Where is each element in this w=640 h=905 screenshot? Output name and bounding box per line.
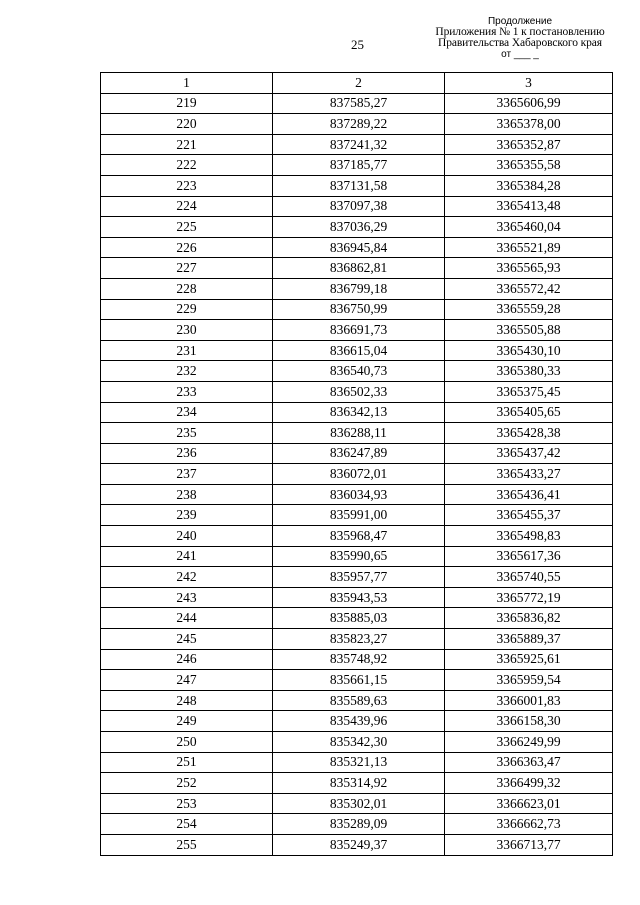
x-coordinate-cell: 836247,89: [273, 443, 445, 464]
point-number-cell: 253: [101, 793, 273, 814]
x-coordinate-cell: 836615,04: [273, 340, 445, 361]
table-row: [101, 443, 613, 464]
document-header: [420, 16, 620, 60]
y-coordinate-cell: 3365405,65: [445, 402, 613, 423]
y-coordinate-cell: 3365430,10: [445, 340, 613, 361]
y-coordinate-cell: 3366363,47: [445, 752, 613, 773]
y-coordinate-cell: 3366158,30: [445, 711, 613, 732]
x-coordinate-cell: 836862,81: [273, 258, 445, 279]
table-row: [101, 587, 613, 608]
x-coordinate-cell: 835302,01: [273, 793, 445, 814]
point-number-cell: 246: [101, 649, 273, 670]
point-number-cell: 222: [101, 155, 273, 176]
x-coordinate-cell: 836799,18: [273, 278, 445, 299]
table-row: [101, 217, 613, 238]
table-row: [101, 546, 613, 567]
point-number-cell: 238: [101, 484, 273, 505]
y-coordinate-cell: 3365437,42: [445, 443, 613, 464]
table-row: [101, 649, 613, 670]
point-number-cell: 250: [101, 732, 273, 753]
table-row: [101, 402, 613, 423]
x-coordinate-cell: 835589,63: [273, 690, 445, 711]
y-coordinate-cell: 3365836,82: [445, 608, 613, 629]
x-coordinate-cell: 837241,32: [273, 134, 445, 155]
point-number-cell: 254: [101, 814, 273, 835]
point-number-cell: 226: [101, 237, 273, 258]
point-number-cell: 230: [101, 320, 273, 341]
point-number-cell: 219: [101, 93, 273, 114]
table-body: [101, 93, 613, 855]
table-row: [101, 732, 613, 753]
table-row: [101, 464, 613, 485]
continuation-label: Продолжение: [487, 16, 553, 27]
x-coordinate-cell: 837097,38: [273, 196, 445, 217]
table-row: [101, 381, 613, 402]
date-line: от ___ _: [501, 49, 539, 60]
y-coordinate-cell: 3365959,54: [445, 670, 613, 691]
point-number-cell: 255: [101, 834, 273, 855]
table-row: [101, 93, 613, 114]
point-number-cell: 235: [101, 423, 273, 444]
point-number-cell: 228: [101, 278, 273, 299]
table-row: [101, 814, 613, 835]
point-number-cell: 221: [101, 134, 273, 155]
point-number-cell: 242: [101, 567, 273, 588]
point-number-cell: 225: [101, 217, 273, 238]
y-coordinate-cell: 3365889,37: [445, 629, 613, 650]
table-row: [101, 258, 613, 279]
column-header: 1: [101, 73, 273, 94]
x-coordinate-cell: 837036,29: [273, 217, 445, 238]
column-header: 2: [273, 73, 445, 94]
point-number-cell: 227: [101, 258, 273, 279]
y-coordinate-cell: 3365384,28: [445, 175, 613, 196]
point-number-cell: 231: [101, 340, 273, 361]
point-number-cell: 234: [101, 402, 273, 423]
point-number-cell: 236: [101, 443, 273, 464]
y-coordinate-cell: 3365355,58: [445, 155, 613, 176]
point-number-cell: 237: [101, 464, 273, 485]
page-number: 25: [351, 37, 364, 52]
table-row: [101, 196, 613, 217]
point-number-cell: 229: [101, 299, 273, 320]
y-coordinate-cell: 3366499,32: [445, 773, 613, 794]
y-coordinate-cell: 3365521,89: [445, 237, 613, 258]
point-number-cell: 247: [101, 670, 273, 691]
x-coordinate-cell: 835748,92: [273, 649, 445, 670]
coordinates-table: [100, 72, 613, 856]
x-coordinate-cell: 835289,09: [273, 814, 445, 835]
y-coordinate-cell: 3366713,77: [445, 834, 613, 855]
table-row: [101, 340, 613, 361]
x-coordinate-cell: 835991,00: [273, 505, 445, 526]
x-coordinate-cell: 835342,30: [273, 732, 445, 753]
table-row: [101, 320, 613, 341]
column-header: 3: [445, 73, 613, 94]
x-coordinate-cell: 835968,47: [273, 526, 445, 547]
x-coordinate-cell: 837185,77: [273, 155, 445, 176]
y-coordinate-cell: 3366662,73: [445, 814, 613, 835]
point-number-cell: 249: [101, 711, 273, 732]
point-number-cell: 240: [101, 526, 273, 547]
y-coordinate-cell: 3365460,04: [445, 217, 613, 238]
table-row: [101, 237, 613, 258]
y-coordinate-cell: 3365498,83: [445, 526, 613, 547]
y-coordinate-cell: 3365559,28: [445, 299, 613, 320]
y-coordinate-cell: 3365740,55: [445, 567, 613, 588]
x-coordinate-cell: 837585,27: [273, 93, 445, 114]
point-number-cell: 241: [101, 546, 273, 567]
table-row: [101, 752, 613, 773]
government-reference: Правительства Хабаровского края: [437, 37, 602, 49]
table-row: [101, 608, 613, 629]
x-coordinate-cell: 836691,73: [273, 320, 445, 341]
y-coordinate-cell: 3365436,41: [445, 484, 613, 505]
y-coordinate-cell: 3365375,45: [445, 381, 613, 402]
y-coordinate-cell: 3365617,36: [445, 546, 613, 567]
x-coordinate-cell: 836945,84: [273, 237, 445, 258]
table-row: [101, 773, 613, 794]
table-header-row: [101, 73, 613, 94]
x-coordinate-cell: 835990,65: [273, 546, 445, 567]
table-row: [101, 793, 613, 814]
y-coordinate-cell: 3365505,88: [445, 320, 613, 341]
y-coordinate-cell: 3365380,33: [445, 361, 613, 382]
y-coordinate-cell: 3365572,42: [445, 278, 613, 299]
point-number-cell: 244: [101, 608, 273, 629]
x-coordinate-cell: 835943,53: [273, 587, 445, 608]
y-coordinate-cell: 3366249,99: [445, 732, 613, 753]
x-coordinate-cell: 835321,13: [273, 752, 445, 773]
point-number-cell: 251: [101, 752, 273, 773]
y-coordinate-cell: 3365428,38: [445, 423, 613, 444]
table-row: [101, 526, 613, 547]
point-number-cell: 223: [101, 175, 273, 196]
x-coordinate-cell: 835823,27: [273, 629, 445, 650]
table-row: [101, 423, 613, 444]
x-coordinate-cell: 836750,99: [273, 299, 445, 320]
table-row: [101, 299, 613, 320]
point-number-cell: 224: [101, 196, 273, 217]
point-number-cell: 248: [101, 690, 273, 711]
point-number-cell: 233: [101, 381, 273, 402]
y-coordinate-cell: 3365413,48: [445, 196, 613, 217]
table-row: [101, 361, 613, 382]
y-coordinate-cell: 3366623,01: [445, 793, 613, 814]
table-row: [101, 134, 613, 155]
point-number-cell: 220: [101, 114, 273, 135]
y-coordinate-cell: 3365565,93: [445, 258, 613, 279]
y-coordinate-cell: 3365433,27: [445, 464, 613, 485]
y-coordinate-cell: 3365606,99: [445, 93, 613, 114]
table-row: [101, 505, 613, 526]
point-number-cell: 232: [101, 361, 273, 382]
y-coordinate-cell: 3366001,83: [445, 690, 613, 711]
point-number-cell: 245: [101, 629, 273, 650]
table-row: [101, 567, 613, 588]
x-coordinate-cell: 835439,96: [273, 711, 445, 732]
x-coordinate-cell: 835661,15: [273, 670, 445, 691]
y-coordinate-cell: 3365925,61: [445, 649, 613, 670]
y-coordinate-cell: 3365352,87: [445, 134, 613, 155]
point-number-cell: 252: [101, 773, 273, 794]
y-coordinate-cell: 3365772,19: [445, 587, 613, 608]
point-number-cell: 243: [101, 587, 273, 608]
x-coordinate-cell: 836072,01: [273, 464, 445, 485]
table-row: [101, 690, 613, 711]
y-coordinate-cell: 3365455,37: [445, 505, 613, 526]
x-coordinate-cell: 836288,11: [273, 423, 445, 444]
x-coordinate-cell: 835957,77: [273, 567, 445, 588]
table-row: [101, 711, 613, 732]
x-coordinate-cell: 835249,37: [273, 834, 445, 855]
table-row: [101, 175, 613, 196]
x-coordinate-cell: 837289,22: [273, 114, 445, 135]
x-coordinate-cell: 836034,93: [273, 484, 445, 505]
appendix-reference: Приложения № 1 к постановлению: [435, 26, 605, 38]
table-row: [101, 155, 613, 176]
table-row: [101, 484, 613, 505]
x-coordinate-cell: 835314,92: [273, 773, 445, 794]
y-coordinate-cell: 3365378,00: [445, 114, 613, 135]
table-row: [101, 278, 613, 299]
point-number-cell: 239: [101, 505, 273, 526]
x-coordinate-cell: 837131,58: [273, 175, 445, 196]
x-coordinate-cell: 835885,03: [273, 608, 445, 629]
table-row: [101, 670, 613, 691]
x-coordinate-cell: 836502,33: [273, 381, 445, 402]
x-coordinate-cell: 836342,13: [273, 402, 445, 423]
x-coordinate-cell: 836540,73: [273, 361, 445, 382]
table-row: [101, 629, 613, 650]
table-row: [101, 834, 613, 855]
table-row: [101, 114, 613, 135]
